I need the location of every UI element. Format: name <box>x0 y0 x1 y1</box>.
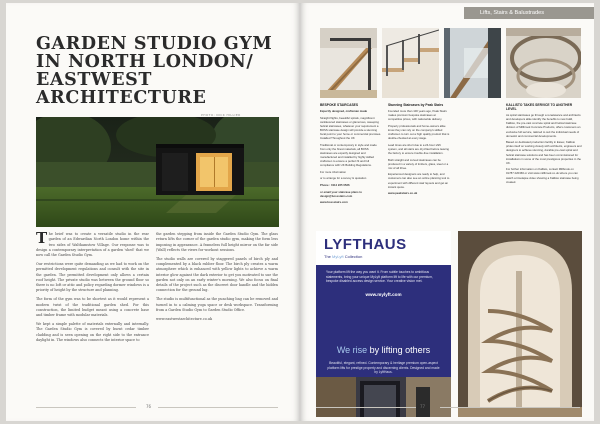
paragraph: Straight flights, beautiful spirals, magnificent cantilevered staircases or glamorous, sweeping helical staircases, whatever your requirement a BOSS staircase design will provide a stunning focal point to your home or commercial premises. Installed Throughout the UK <box>320 115 382 141</box>
paragraph: Our restrictions were quite demanding as we had to work on the permitted development regulations and consult with the site in the garden. The permitted development only allows a certain roof height. The private studio was between the ground floor so there is no loft or attic and policy regarding dormer windows is a priority of height by the structure and planning. <box>36 261 149 293</box>
footer-rule <box>36 407 136 408</box>
advert-header <box>316 231 451 265</box>
paragraph: Lead times are short due to a 24-hour shift system, and all stairs are dry-fitted before leaving the factory to ensure trouble-free installation. <box>388 142 449 155</box>
dropcap: T <box>36 229 48 247</box>
page-number-left: 76 <box>146 404 152 409</box>
right-page <box>300 3 594 421</box>
photo-spiral-staircase <box>506 28 581 98</box>
paragraph: Both straight and curved staircases can be produced in a variety of timbers, glass, steel or a mix of all three. <box>388 157 449 170</box>
photo-peak-staircase <box>382 28 439 98</box>
advert-slogan: We rise by lifting others <box>336 345 431 355</box>
footer-rule <box>158 407 278 408</box>
article-column-2 <box>156 232 278 325</box>
paragraph: Founded more than 100 years ago, Peak Stairs makes premium bespoke staircases at competitive prices, with nationwide delivery. <box>388 109 447 122</box>
paragraph: The studio is multifunctional as the punching bag can be removed and turned in to a calming yoga space or desk workspace. Transforming from a Garden Studio Gym to Garden Studio Office. <box>156 297 278 312</box>
paragraph: The form of the gym was to be shortest as it would represent a modern twist of the traditional garden shed. For this construction, the limited budget meant using a concrete base and timber frame with modular materials. <box>36 297 149 318</box>
bespoke-staircases-column <box>320 103 382 207</box>
paragraph: We kept a simple palette of materials externally and internally. The Garden Studio Gym is covered by burnt cedar timber cladding and is seen opening on the right side to the entrance daylight in. The windows also connects the interior space to <box>36 321 149 342</box>
website-link[interactable]: www.bossstairs.com <box>320 200 348 205</box>
peak-stairs-column <box>388 103 450 198</box>
footer-rule <box>316 407 416 408</box>
paragraph: the garden stepping from inside the Garden Studio Gym. The glass return lifts the corner of the garden studio gym, making the form less imposing in appearance. A frameless full height mirror on the far side (Wall) reflects the views for workout sessions. <box>156 232 278 252</box>
paragraph: The studio walls are covered by staggered panels of birch ply and complemented by a black rubber floor. The birch ply creates a warm atmosphere which is enhanced with yellow lights to achieve a warm interior glow against the dark exterior to get you motivated to use the garden not only on an early winter's morning. We also focus on final details of the project such as the discreet door handle and the hidden connection for the ground lug. <box>156 256 278 293</box>
paragraph: or to arrange for a survey & quotation <box>320 176 367 181</box>
paragraph: For further information on Kallisto, contact Millbrook on 01787 220366 or visit www.millbrook.co.uk where you can watch a timelapse video showing a Kallisto staircase being created. <box>506 167 579 184</box>
paragraph: For more information <box>320 169 346 174</box>
advert-url[interactable]: www.mylyft.com <box>365 291 402 297</box>
left-page <box>6 3 300 421</box>
photo-credit: PHOTO: NICK HILLIER <box>201 113 241 117</box>
photo-glass-staircase <box>444 28 501 98</box>
subheading: Expertly designed, craftsman made <box>320 109 368 114</box>
lyfthaus-advert <box>316 231 451 417</box>
section-tab: Lifts, Stairs & Balustrades <box>464 7 594 19</box>
paragraph: As spiral staircases go through a renaissance and architects and developers alike identify the benefits to new build, Kallisto, the pre-cast concrete spiral and helical staircase division of Millbrook Concrete Products, offers customers an exclusive full service, tailored to suit the individual needs of domestic and commercial developments. <box>506 113 581 138</box>
paragraph: Property professionals and home-owners alike know they can rely on the company's skilled craftsmen to turn out a high quality product that is double-checked at every stage. <box>388 123 450 141</box>
column-heading: BESPOKE STAIRCASES <box>320 103 359 107</box>
column-heading: Stunning Staircases by Peak Stairs <box>388 103 444 107</box>
website-link[interactable]: www.peakstairs.co.uk <box>388 191 418 196</box>
magazine-spread <box>6 3 594 421</box>
phone: Phone : 0114 235 0536 <box>320 183 350 187</box>
kallisto-spiral-photo <box>458 231 582 417</box>
article-column-1 <box>36 229 149 347</box>
advert-blurb: Your platform lift the way you want it. From subtle touches to ambitious statements, bring your unique MyLyft platform lift to life with our premium, bespoke disabled access design service. Your creative vision met. <box>326 270 433 284</box>
paragraph: Traditional or contemporary in style and made from only the finest materials, all BOSS staircases are expertly designed and manufactured and installed by highly skilled craftsmen to ensure a perfect fit and full compliance with UK Building Regulations. <box>320 142 377 168</box>
paragraph: Based on dedicated production facility in Essex, Kallisto prides itself on working closely with architects, engineers and designers to achieve stunning, durable pre-cast spiral and helical staircase solutions and has been commissioned for installations in some of the most prestigious properties in the UK. <box>506 140 582 165</box>
page-number-right: 77 <box>420 404 426 409</box>
hero-photo-garden-studio <box>36 117 279 227</box>
article-url: www.eastwestarchitecture.co.uk <box>156 316 213 321</box>
lyfthaus-logo: LYFTHAUS <box>324 236 407 253</box>
email: or email your staircase plans to design@bossstairs.com <box>320 189 362 198</box>
footer-rule <box>440 407 580 408</box>
lift-photo <box>316 377 451 417</box>
kallisto-column <box>506 103 582 186</box>
column-heading: KALLISTO TAKES SERVICE TO ANOTHER LEVEL <box>506 103 573 112</box>
collection-tagline: The MyLyft Collection <box>324 254 363 259</box>
paragraph: he brief was to create a versatile studio in the rear garden of an Edwardian North London home within the two sides of Walthamstow Village. Our response was to design a contemporary interpretation of a garden 'shed' that we now call the Garden Studio Gym. <box>36 232 149 258</box>
article-headline: GARDEN STUDIO GYM IN NORTH LONDON/ EASTWEST ARCHITECTURE <box>36 34 273 108</box>
advert-subslogan: Beautiful, elegant, refined. Contemporary & heritage premium open-aspect platform lifts for prestige property and discerning clients. Designed and made by LyftHaus. <box>327 361 440 375</box>
photo-bespoke-staircase <box>320 28 377 98</box>
paragraph: Experienced designers are ready to help, and customers can also see an online planning tool to experiment with different stair layouts and get an instant quote. <box>388 172 450 189</box>
